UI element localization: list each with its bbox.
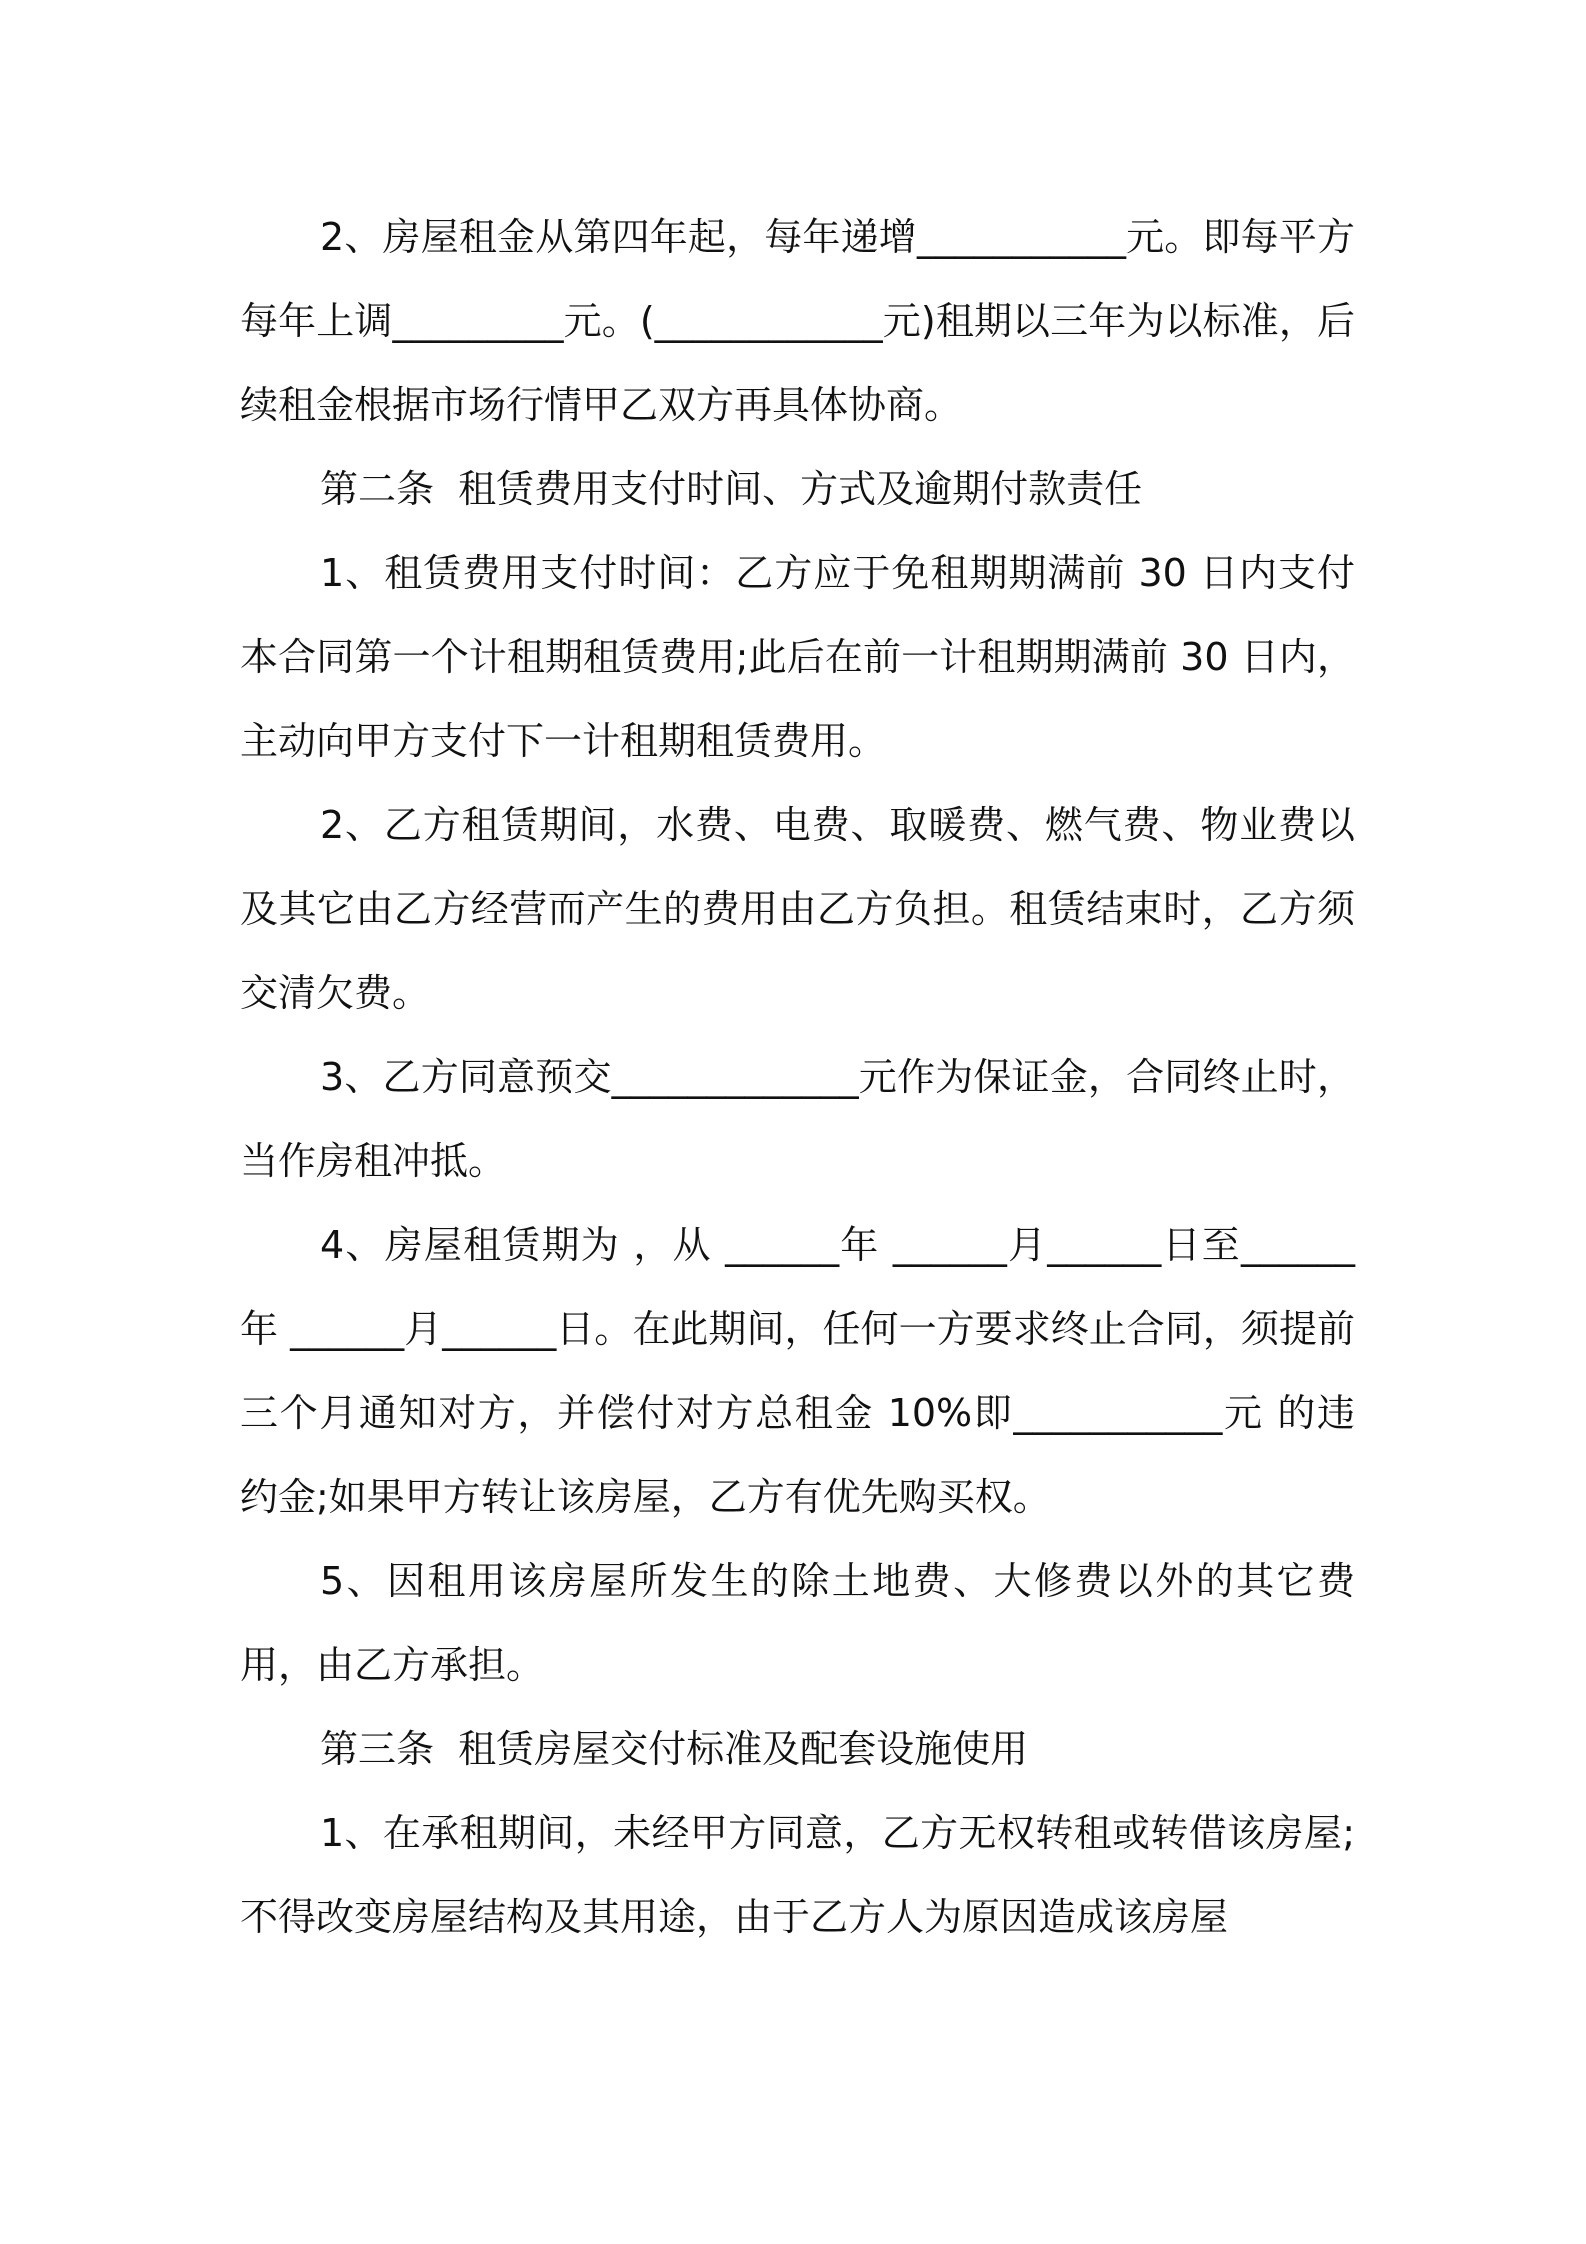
section-heading-article-2: 第二条 租赁费用支付时间、方式及逾期付款责任 [320,467,1143,511]
paragraph-lease-term: 4、房屋租赁期为 ，从 ______年 ______月______日至______年 ______月______日。在此期间，任何一方要求终止合同，须提前三个月通知对方，并偿付对方总租金 10%即___________元 的违约金;如果甲方转让该房屋，乙方有优先购买权。 [240,1223,1355,1519]
paragraph-payment-time: 1、租赁费用支付时间：乙方应于免租期期满前 30 日内支付本合同第一个计租期租赁费用;此后在前一计租期期满前 30 日内，主动向甲方支付下一计租期租赁费用。 [240,551,1355,763]
document-page [240,195,1355,1959]
paragraph-other-fees: 5、因租用该房屋所发生的除土地费、大修费以外的其它费用，由乙方承担。 [240,1559,1355,1687]
paragraph-rent-increase: 2、房屋租金从第四年起，每年递增___________元。即每平方每年上调_________元。(____________元)租期以三年为以标准，后续租金根据市场行情甲乙双方再具体协商。 [240,215,1355,427]
paragraph-deposit: 3、乙方同意预交_____________元作为保证金，合同终止时，当作房租冲抵。 [240,1055,1355,1183]
paragraph-sublease: 1、在承租期间，未经甲方同意，乙方无权转租或转借该房屋;不得改变房屋结构及其用途，由于乙方人为原因造成该房屋 [240,1811,1355,1939]
section-heading-article-3: 第三条 租赁房屋交付标准及配套设施使用 [320,1727,1029,1771]
paragraph-utility-fees: 2、乙方租赁期间，水费、电费、取暖费、燃气费、物业费以及其它由乙方经营而产生的费用由乙方负担。租赁结束时，乙方须交清欠费。 [240,803,1355,1015]
